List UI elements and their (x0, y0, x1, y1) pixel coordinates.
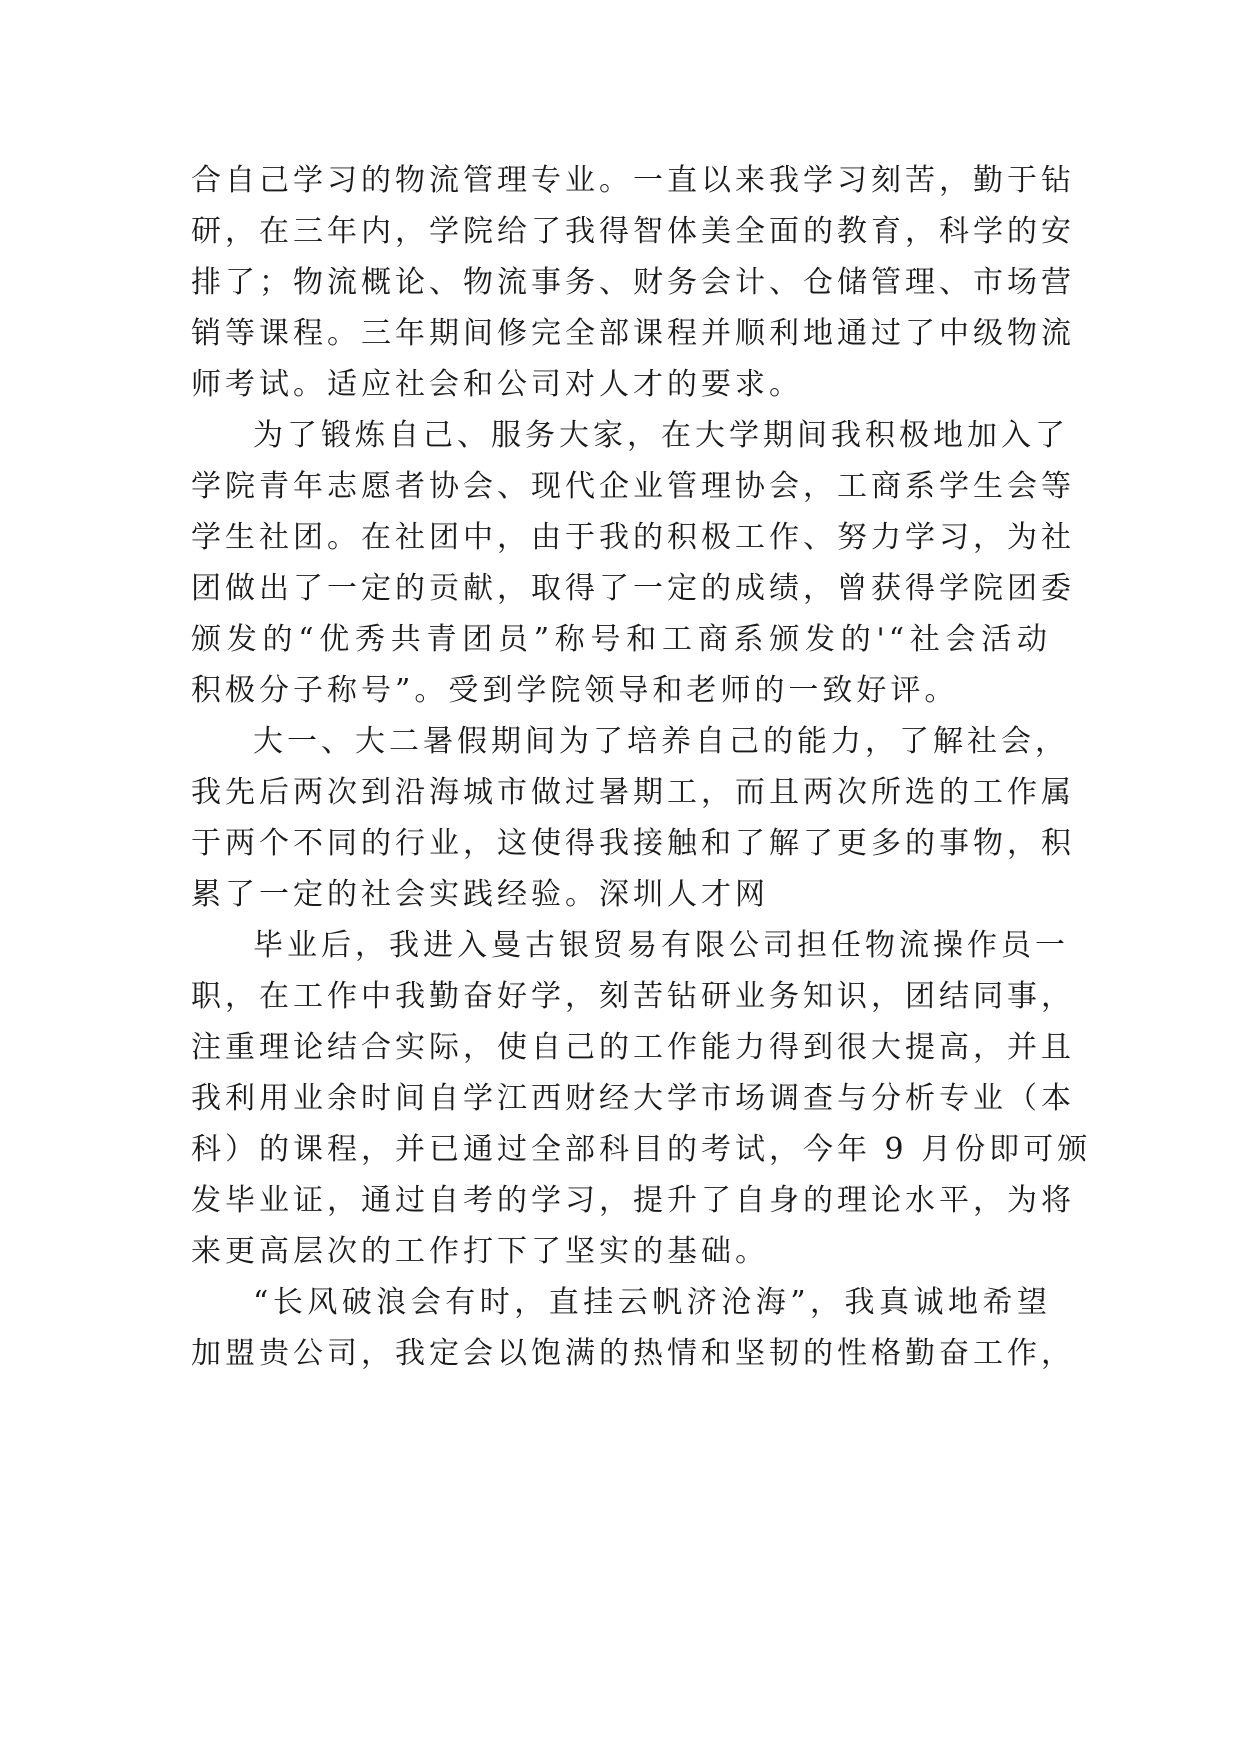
text-line: 累了一定的社会实践经验。深圳人才网 (191, 877, 769, 912)
text-line: 科）的课程，并已通过全部科目的考试，今年 9 月份即可颁 (191, 1132, 1092, 1167)
document-body (191, 155, 1092, 1379)
text-line: 排了；物流概论、物流事务、财务会计、仓储管理、市场营 (191, 265, 1075, 300)
text-line: 加盟贵公司，我定会以饱满的热情和坚韧的性格勤奋工作， (191, 1336, 1075, 1371)
text-line: 研，在三年内，学院给了我得智体美全面的教育，科学的安 (191, 214, 1075, 249)
paragraph (191, 1277, 1075, 1379)
paragraph (191, 410, 1075, 716)
text-line: 销等课程。三年期间修完全部课程并顺利地通过了中级物流 (191, 316, 1075, 351)
text-line: 团做出了一定的贡献，取得了一定的成绩，曾获得学院团委 (191, 571, 1075, 606)
text-line: 大一、大二暑假期间为了培养自己的能力，了解社会， (253, 724, 1069, 759)
text-line: 职，在工作中我勤奋好学，刻苦钻研业务知识，团结同事， (191, 979, 1075, 1014)
text-line: 学生社团。在社团中，由于我的积极工作、努力学习，为社 (191, 520, 1075, 555)
text-line: 学院青年志愿者协会、现代企业管理协会，工商系学生会等 (191, 469, 1075, 504)
paragraph (191, 716, 1075, 920)
text-line: 发毕业证，通过自考的学习，提升了自身的理论水平，为将 (191, 1183, 1075, 1218)
text-line: 注重理论结合实际，使自己的工作能力得到很大提高，并且 (191, 1030, 1075, 1065)
text-line: 毕业后，我进入曼古银贸易有限公司担任物流操作员一 (253, 928, 1069, 963)
paragraph (191, 155, 1075, 410)
text-line: 为了锻炼自己、服务大家，在大学期间我积极地加入了 (253, 418, 1069, 453)
text-line: 颁发的“优秀共青团员”称号和工商系颁发的'“社会活动 (191, 622, 1051, 657)
paragraph (191, 920, 1092, 1277)
text-line: 我先后两次到沿海城市做过暑期工，而且两次所选的工作属 (191, 775, 1075, 810)
text-line: “长风破浪会有时，直挂云帆济沧海”，我真诚地希望 (253, 1285, 1051, 1320)
text-line: 积极分子称号”。受到学院领导和老师的一致好评。 (191, 673, 959, 708)
text-line: 于两个不同的行业，这使得我接触和了解了更多的事物，积 (191, 826, 1075, 861)
text-line: 师考试。适应社会和公司对人才的要求。 (191, 367, 803, 402)
text-line: 我利用业余时间自学江西财经大学市场调查与分析专业（本 (191, 1081, 1075, 1116)
text-line: 合自己学习的物流管理专业。一直以来我学习刻苦，勤于钻 (191, 163, 1075, 198)
text-line: 来更高层次的工作打下了坚实的基础。 (191, 1234, 769, 1269)
